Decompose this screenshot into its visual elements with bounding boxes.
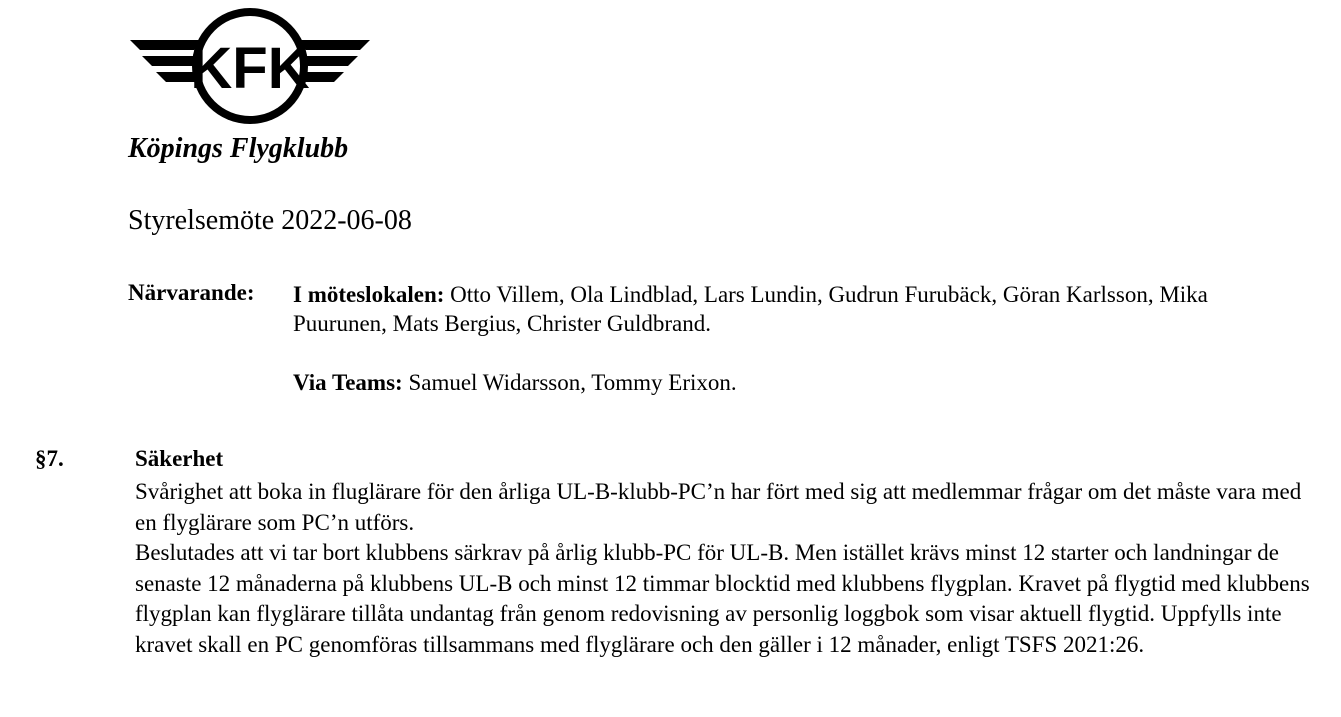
teams-names: Samuel Widarsson, Tommy Erixon.	[402, 370, 737, 395]
attendees-via-teams	[293, 368, 1293, 397]
section-number: §7.	[35, 446, 64, 471]
winged-emblem-icon	[128, 4, 372, 128]
section-body	[135, 477, 1325, 660]
club-name: Köpings Flygklubb	[128, 133, 349, 164]
attendees-in-room	[293, 280, 1293, 338]
in-room-label: I möteslokalen:	[293, 282, 445, 307]
logo-lettering: KFK	[190, 36, 310, 101]
section-paragraph: Beslutades att vi tar bort klubbens särkrav på årlig klubb-PC för UL-B. Men istället krävs minst 12 starter och landningar de senaste 12 månaderna på klubbens UL-B och minst 12 timmar blocktid med klubbens flygplan. Kravet på flygtid med klubbens flygplan kan flyglärare tillåta undantag från genom redovisning av personlig loggbok som visar aktuell flygtid. Uppfylls inte kravet skall en PC genomföras tillsammans med flyglärare och den gäller i 12 månader, enligt TSFS 2021:26.	[135, 540, 1310, 657]
section-heading: Säkerhet	[135, 446, 224, 471]
meeting-title: Styrelsemöte 2022-06-08	[128, 205, 412, 236]
section-paragraph: Svårighet att boka in fluglärare för den årliga UL-B-klubb-PC’n har fört med sig att medlemmar frågar om det måste vara med en flyglärare som PC’n utförs.	[135, 479, 1302, 535]
club-logo	[128, 4, 372, 128]
attendance-label: Närvarande:	[128, 280, 255, 305]
in-room-names: Otto Villem, Ola Lindblad, Lars Lundin, Gudrun Furubäck, Göran Karlsson, Mika Puurunen, Mats Bergius, Christer Guldbrand.	[293, 282, 1208, 336]
right-wing	[300, 40, 370, 82]
teams-label: Via Teams:	[293, 370, 403, 395]
